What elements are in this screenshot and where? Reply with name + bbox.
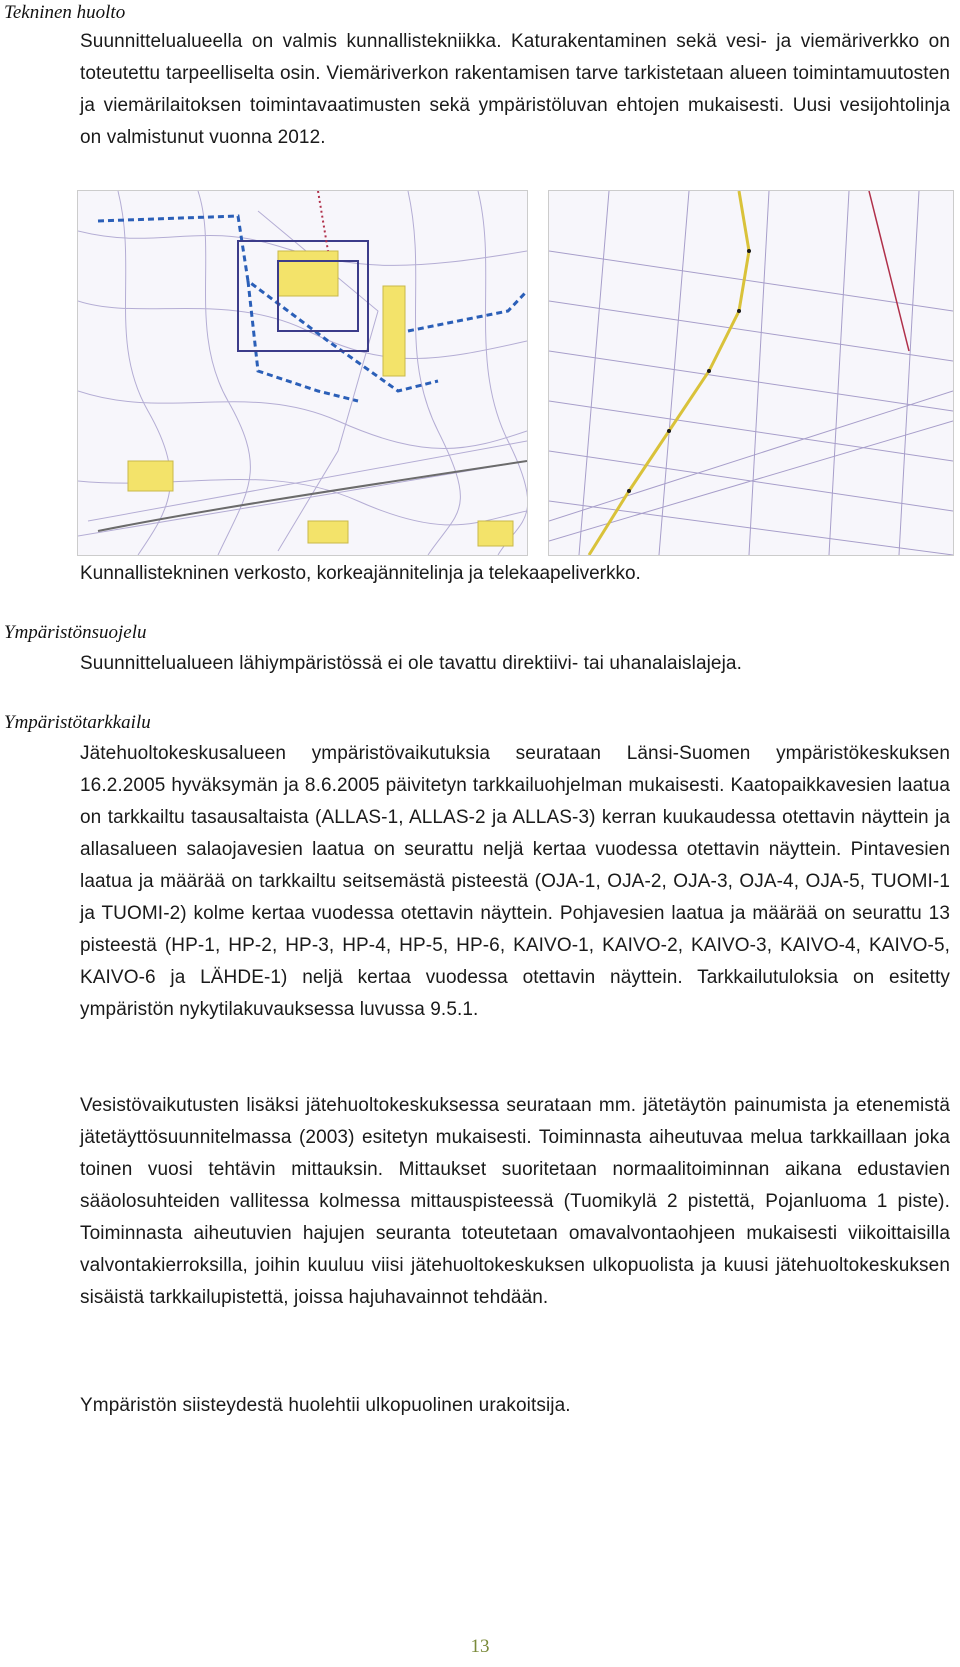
heading-protection: Ympäristönsuojelu xyxy=(4,622,147,643)
map-right-drawing xyxy=(549,191,953,555)
paragraph-monitoring-3: Ympäristön siisteydestä huolehtii ulkopuolinen urakoitsija. xyxy=(80,1395,571,1416)
map-left-drawing xyxy=(78,191,527,555)
page-number: 13 xyxy=(470,1636,490,1657)
map-left-image xyxy=(77,190,528,556)
paragraph-monitoring-2: Vesistövaikutusten lisäksi jätehuoltokeskuksessa seurataan mm. jätetäytön painumista ja etenemistä jätetäyttösuunnitelmassa (2003) esitetyn mukaisesti. Toiminnasta aiheutuvaa melua tarkkaillaan joka toinen vuosi tehtävin mittauksin. Mittaukset suoritetaan normaalitoiminnan aikana edustavien sääolosuhteiden vallitessa kolmessa mittauspisteessä (Tuomikylä 2 pistettä, Pojanluoma 1 piste). Toiminnasta aiheutuvien hajujen seuranta toteutetaan omavalvontaohjeen mukaisesti viikoittaisilla valvontakierroksilla, joihin kuuluu viisi jätehuoltokeskuksen ulkopuolista ja kuusi jätehuoltokeskuksen sisäistä tarkkailupistettä, joissa hajuhavainnot tehdään. xyxy=(80,1095,950,1308)
paragraph-tech: Suunnittelualueella on valmis kunnallistekniikka. Katurakentaminen sekä vesi- ja viemäriverkko on toteutettu tarpeelliselta osin. Viemäriverkon rakentamisen tarve tarkistetaan alueen toimintamuutosten ja viemärilaitoksen toimintavaatimusten sekä ympäristöluvan ehtojen mukaisesti. Uusi vesijohtolinja on valmistunut vuonna 2012. xyxy=(80,31,950,148)
heading-tech: Tekninen huolto xyxy=(4,2,126,23)
paragraph-monitoring-1: Jätehuoltokeskusalueen ympäristövaikutuksia seurataan Länsi-Suomen ympäristökeskuksen 16.2.2005 hyväksymän ja 8.6.2005 päivitetyn tarkkailuohjelman mukaisesti. Kaatopaikkavesien laatua on tarkkailtu tasausaltaista (ALLAS-1, ALLAS-2 ja ALLAS-3) kerran kuukaudessa otettavin näyttein ja allasalueen salaojavesien laatua on seurattu neljä kertaa vuodessa otettavin näyttein. Pintavesien laatua ja määrää on tarkkailtu seitsemästä pisteestä (OJA-1, OJA-2, OJA-3, OJA-4, OJA-5, TUOMI-1 ja TUOMI-2) kolme kertaa vuodessa otettavin näyttein. Pohjavesien laatua ja määrää on seurattu 13 pisteestä (HP-1, HP-2, HP-3, HP-4, HP-5, HP-6, KAIVO-1, KAIVO-2, KAIVO-3, KAIVO-4, KAIVO-5, KAIVO-6 ja LÄHDE-1) neljä kertaa vuodessa otettavin näyttein. Tarkkailutuloksia on esitetty ympäristön nykytilakuvauksessa luvussa 9.5.1. xyxy=(80,743,950,1020)
map-right-image xyxy=(548,190,954,556)
paragraph-protection: Suunnittelualueen lähiympäristössä ei ole tavattu direktiivi- tai uhanalaislajeja. xyxy=(80,653,742,674)
heading-monitoring: Ympäristötarkkailu xyxy=(4,712,151,733)
figure-caption: Kunnallistekninen verkosto, korkeajännitelinja ja telekaapeliverkko. xyxy=(80,563,641,584)
